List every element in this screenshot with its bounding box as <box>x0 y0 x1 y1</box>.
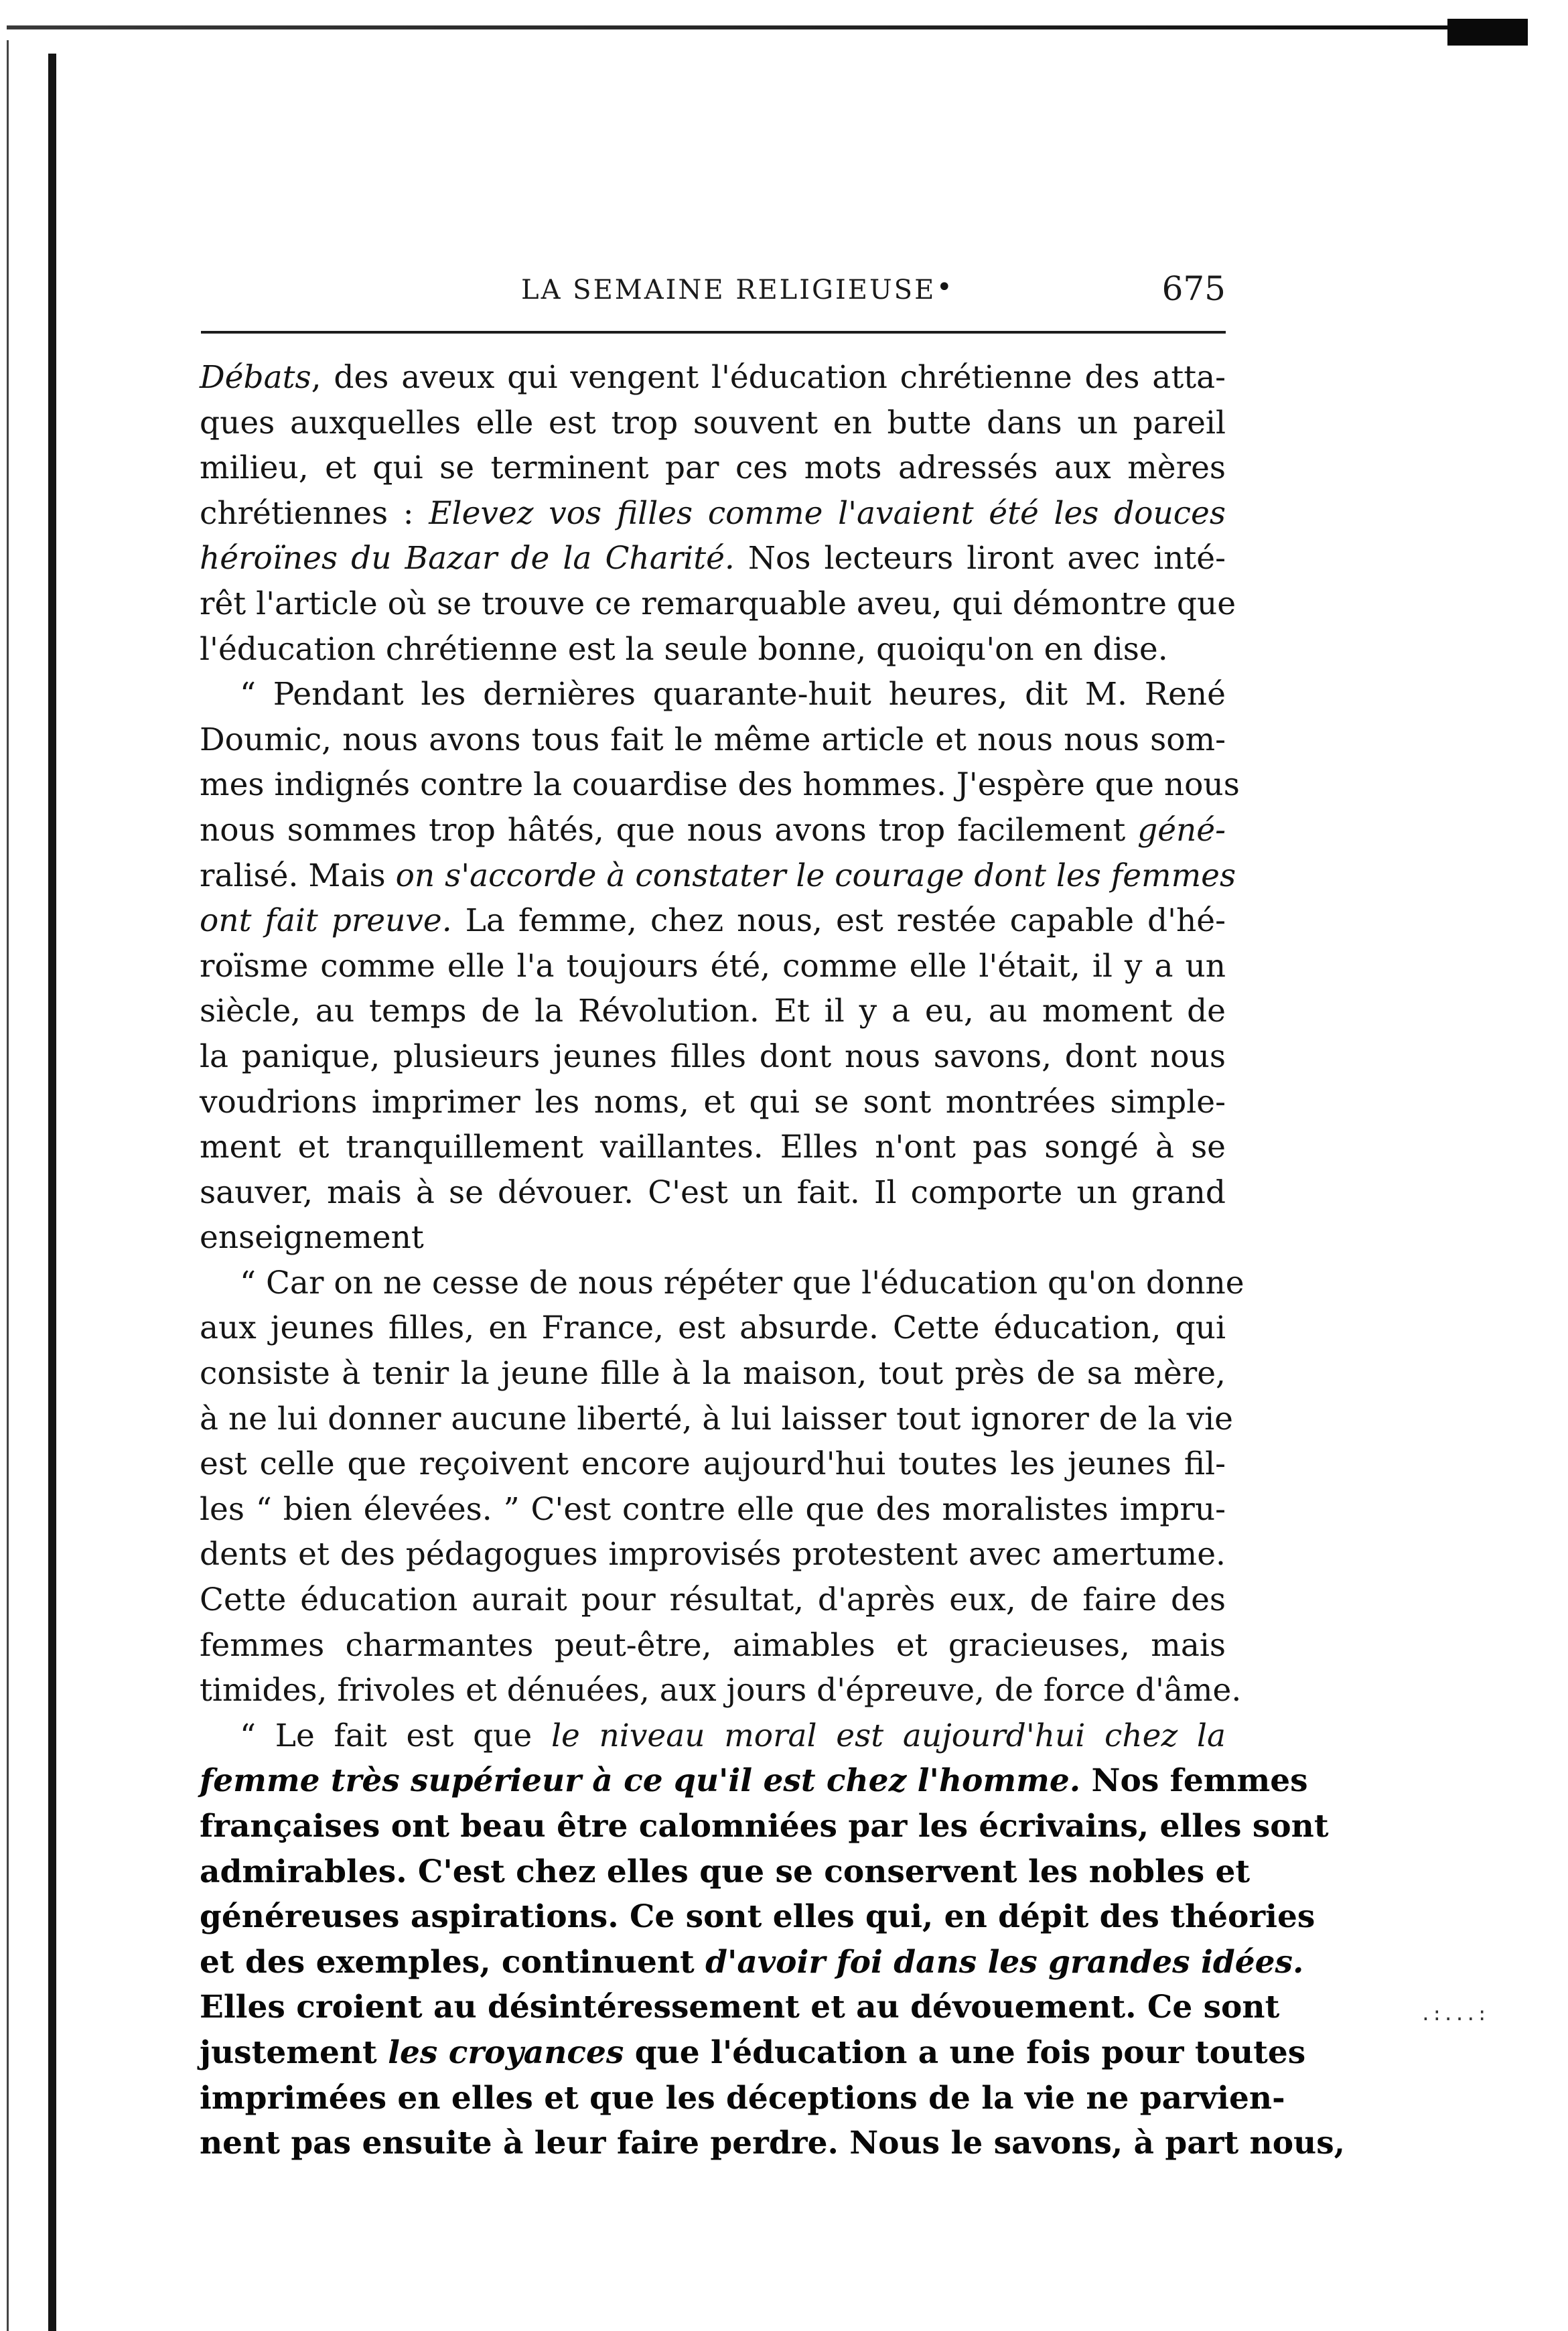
text-line: Elles croient au désintéressement et au dévouement. Ce sont <box>200 1989 1280 2026</box>
scan-binding-edge <box>48 54 56 2331</box>
text-line: ralisé. Mais on s'accorde à constater le courage dont les femmes <box>200 857 1236 894</box>
text-line: milieu, et qui se terminent par ces mots adressés aux mères <box>200 449 1226 487</box>
text-line: enseignement <box>200 1219 424 1257</box>
text-line: les “ bien élevées. ” C'est contre elle que des moralistes impru- <box>200 1490 1226 1528</box>
journal-title: LA SEMAINE RELIGIEUSE <box>521 275 936 305</box>
text-line: Débats, des aveux qui vengent l'éducation chrétienne des atta- <box>200 359 1226 396</box>
text-line: aux jeunes filles, en France, est absurde. Cette éducation, qui <box>200 1310 1226 1347</box>
text-line: Doumic, nous avons tous fait le même article et nous nous som- <box>200 721 1226 758</box>
text-line: chrétiennes : Elevez vos filles comme l'avaient été les douces <box>200 494 1226 532</box>
header-rule <box>201 331 1226 334</box>
text-line: timides, frivoles et dénuées, aux jours d'épreuve, de force d'âme. <box>200 1672 1242 1709</box>
text-line: est celle que reçoivent encore aujourd'hui toutes les jeunes fil- <box>200 1445 1226 1483</box>
header-bullet: • <box>936 272 952 303</box>
text-line: femmes charmantes peut-être, aimables et gracieuses, mais <box>200 1626 1226 1664</box>
text-line: admirables. C'est chez elles que se conservent les nobles et <box>200 1853 1251 1890</box>
text-line: justement les croyances que l'éducation a une fois pour toutes <box>200 2034 1306 2071</box>
text-line: héroïnes du Bazar de la Charité. Nos lecteurs liront avec inté- <box>200 540 1226 577</box>
text-line: roïsme comme elle l'a toujours été, comme elle l'était, il y a un <box>200 947 1226 985</box>
text-line: “ Le fait est que le niveau moral est aujourd'hui chez la <box>240 1717 1226 1754</box>
text-line: siècle, au temps de la Révolution. Et il y a eu, au moment de <box>200 993 1226 1030</box>
scan-top-border <box>7 25 1514 29</box>
article-body <box>200 355 1346 2166</box>
text-line: et des exemples, continuent d'avoir foi dans les grandes idées. <box>200 1943 1304 1981</box>
text-line: la panique, plusieurs jeunes filles dont nous savons, dont nous <box>200 1038 1226 1075</box>
text-line: généreuses aspirations. Ce sont elles qui, en dépit des théories <box>200 1898 1315 1936</box>
text-line: à ne lui donner aucune liberté, à lui laisser tout ignorer de la vie <box>200 1400 1233 1437</box>
text-line: femme très supérieur à ce qu'il est chez l'homme. Nos femmes <box>200 1762 1308 1800</box>
text-line: dents et des pédagogues improvisés protestent avec amertume. <box>200 1536 1226 1573</box>
text-line: l'éducation chrétienne est la seule bonne, quoiqu'on en dise. <box>200 630 1168 668</box>
page-number: 675 <box>1161 269 1226 308</box>
text-line: sauver, mais à se dévouer. C'est un fait. Il comporte un grand <box>200 1174 1226 1211</box>
text-line: consiste à tenir la jeune fille à la maison, tout près de sa mère, <box>200 1355 1226 1393</box>
text-line: ment et tranquillement vaillantes. Elles n'ont pas songé à se <box>200 1129 1226 1166</box>
text-line: Cette éducation aurait pour résultat, d'après eux, de faire des <box>200 1581 1226 1619</box>
running-header <box>201 269 1226 323</box>
scan-left-border <box>7 40 9 2331</box>
text-line: rêt l'article où se trouve ce remarquable aveu, qui démontre que <box>200 585 1236 622</box>
text-line: nous sommes trop hâtés, que nous avons trop facilement géné- <box>200 811 1226 849</box>
text-line: françaises ont beau être calomniées par les écrivains, elles sont <box>200 1808 1329 1845</box>
text-line: “ Car on ne cesse de nous répéter que l'éducation qu'on donne <box>240 1264 1244 1301</box>
text-line: voudrions imprimer les noms, et qui se sont montrées simple- <box>200 1083 1226 1121</box>
text-line: mes indignés contre la couardise des hommes. J'espère que nous <box>200 766 1240 804</box>
text-line: “ Pendant les dernières quarante-huit heures, dit M. René <box>240 676 1226 713</box>
text-line: nent pas ensuite à leur faire perdre. Nous le savons, à part nous, <box>200 2125 1346 2162</box>
text-line: imprimées en elles et que les déceptions de la vie ne parvien- <box>200 2079 1285 2117</box>
text-line: ques auxquelles elle est trop souvent en butte dans un pareil <box>200 404 1226 441</box>
margin-annotation: .:...: <box>1420 2003 1488 2025</box>
text-line: ont fait preuve. La femme, chez nous, est restée capable d'hé- <box>200 902 1226 940</box>
scan-corner-artifact <box>1447 19 1528 46</box>
